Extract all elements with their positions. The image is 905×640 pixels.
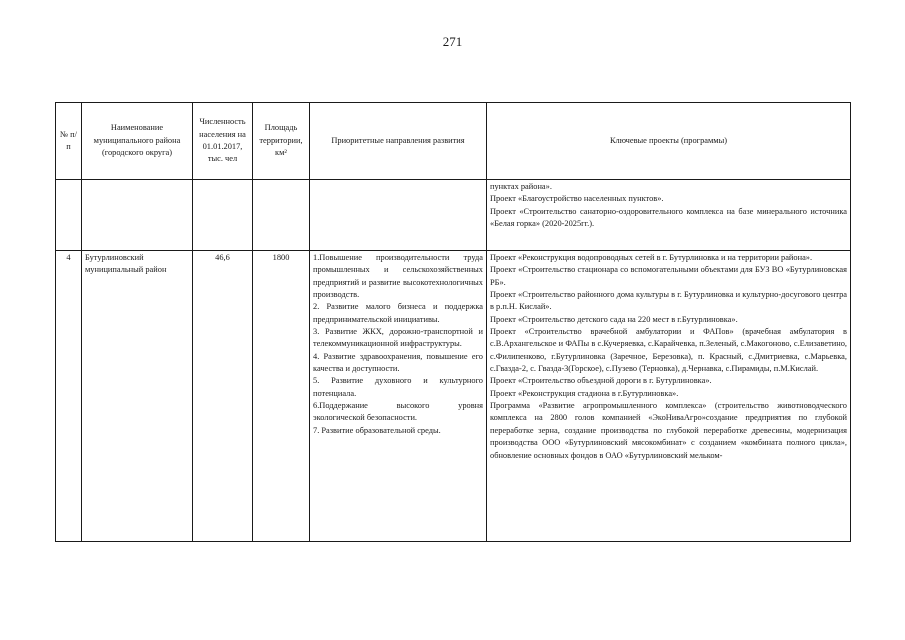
directions-cell <box>310 251 487 542</box>
header-population: Численность населения на 01.01.2017, тыс. чел <box>193 103 253 180</box>
project-item: Проект «Строительство районного дома культуры в г. Бутурлиновка и культурно-досугового центра в р.п.Н. Кислай». <box>490 290 847 312</box>
district-population: 46,6 <box>193 251 253 542</box>
project-item: Проект «Реконструкция стадиона в г.Бутурлиновка». <box>490 388 679 398</box>
project-item: Проект «Строительство детского сада на 220 мест в г.Бутурлиновка». <box>490 314 738 324</box>
header-projects: Ключевые проекты (программы) <box>487 103 851 180</box>
project-item: Проект «Строительство объездной дороги в г. Бутурлиновка». <box>490 376 712 386</box>
header-directions: Приоритетные направления развития <box>310 103 487 180</box>
direction-item: 4. Развитие здравоохранения, повышение его качества и доступности. <box>313 351 483 374</box>
header-area: Площадь территории, км² <box>253 103 310 180</box>
header-name: Наименование муниципального района (городского округа) <box>82 103 193 180</box>
project-item: Программа «Развитие агропромышленного комплекса» (строительство животноводческого комплекса на 2800 голов компанией «ЭкоНиваАгро»создание предприятия по глубокой переработке зерна, создание производства по глубокой переработке древесины, модернизация производства ООО «Бутурлиновский мясокомбинат» с созданием «комбината полного цикла», обновление основных фондов в ОАО «Бутурлиновский мельком- <box>490 401 847 460</box>
district-number: 4 <box>56 251 82 542</box>
project-item: пунктах района». <box>490 182 552 191</box>
direction-item: 1.Повышение производительности труда промышленных и сельскохозяйственных предприятий и развитие высокотехнологичных производств. <box>313 253 483 300</box>
project-item: Проект «Благоустройство населенных пунктов». <box>490 194 664 204</box>
continuation-projects-cell <box>487 180 851 251</box>
cell-empty <box>56 180 82 251</box>
district-area: 1800 <box>253 251 310 542</box>
district-name: Бутурлиновский муниципальный район <box>82 251 193 542</box>
cell-empty <box>193 180 253 251</box>
project-item: Проект «Строительство стационара со вспомогательными объектами для БУЗ ВО «Бутурлиновская РБ». <box>490 265 847 287</box>
direction-item: 5. Развитие духовного и культурного потенциала. <box>313 376 483 398</box>
project-item: Проект «Реконструкция водопроводных сетей в г. Бутурлиновка и на территории района». <box>490 253 813 262</box>
direction-item: 7. Развитие образовательной среды. <box>313 425 441 435</box>
direction-item: 6.Поддержание высокого уровня экологической безопасности. <box>313 401 483 423</box>
project-item: Проект «Строительство врачебной амбулатории и ФАПов» (врачебная амбулатория в с.В.Архангельское и ФАПы в с.Кучеряевка, с.Карайчевка, п.Зеленый, с.Макогоново, с.Елизаветино, с.Филипенково, г.Бутурлиновка (Заречное, Березовка), п. Красный, с.Дмитриевка, с.Марьевка, с.Гвазда-2, с. Гвазда-3(Горское), с.Пузево (Терновка), д.Чернавка, с.Пирамиды, п.М.Кислай. <box>490 327 847 374</box>
cell-empty <box>82 180 193 251</box>
direction-item: 3. Развитие ЖКХ, дорожно-транспортной и телекоммуникационной инфраструктуры. <box>313 327 483 349</box>
direction-item: 2. Развитие малого бизнеса и поддержка предпринимательской инициативы. <box>313 302 483 324</box>
cell-empty <box>310 180 487 251</box>
header-num: № п/п <box>56 103 82 180</box>
table-header-row <box>56 103 851 180</box>
projects-cell <box>487 251 851 542</box>
cell-empty <box>253 180 310 251</box>
project-item: Проект «Строительство санаторно-оздоровительного комплекса на базе минерального источника «Белая горка» (2020-2025гг.). <box>490 206 847 229</box>
table-row-district <box>56 251 851 542</box>
page-number: 271 <box>442 34 463 49</box>
projects-table <box>55 102 851 542</box>
table-row-continuation <box>56 180 851 251</box>
